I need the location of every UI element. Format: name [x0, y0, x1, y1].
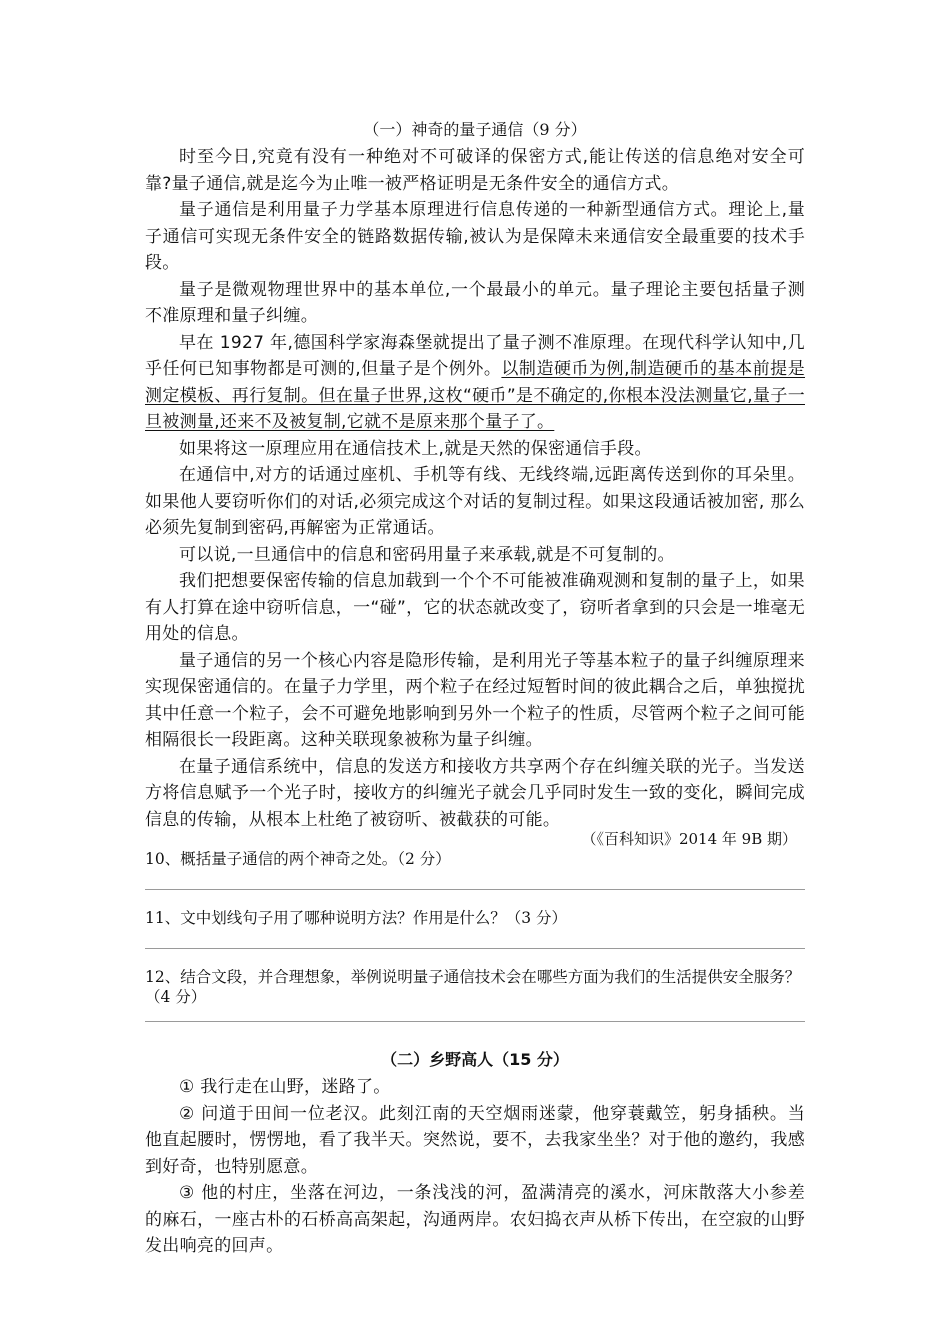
- question-12: 12、结合文段，并合理想象，举例说明量子通信技术会在哪些方面为我们的生活提供安全服务？（4 分）: [145, 968, 801, 1006]
- paragraph: 时至今日,究竟有没有一种绝对不可破译的保密方式,能让传送的信息绝对安全可靠?量子通信,就是迄今为止唯一被严格证明是无条件安全的通信方式。: [145, 147, 805, 194]
- answer-line[interactable]: [145, 1021, 805, 1022]
- section1-title: （一）神奇的量子通信（9 分）: [363, 120, 587, 139]
- paragraph: ③ 他的村庄，坐落在河边，一条浅浅的河，盈满清亮的溪水，河床散落大小参差的麻石，一座古朴的石桥高高架起，沟通两岸。农妇捣衣声从桥下传出，在空寂的山野发出响亮的回声。: [145, 1183, 805, 1256]
- section2-title: （二）乡野高人（15 分）: [381, 1050, 569, 1069]
- paragraph: 可以说,一旦通信中的信息和密码用量子来承载,就是不可复制的。: [179, 544, 675, 565]
- paragraph: 量子通信的另一个核心内容是隐形传输，是利用光子等基本粒子的量子纠缠原理来实现保密通信的。在量子力学里，两个粒子在经过短暂时间的彼此耦合之后，单独搅扰其中任意一个粒子，会不可避免地影响到另外一个粒子的性质，尽管两个粒子之间可能相隔很长一段距离。这种关联现象被称为量子纠缠。: [145, 650, 805, 750]
- paragraph: ① 我行走在山野，迷路了。: [179, 1077, 391, 1097]
- source-citation: （《百科知识》2014 年 9B 期）: [581, 830, 797, 848]
- paragraph-text: 早在 1927 年,德国科学家海森堡就提出了量子测不准原理。在现代科学认知中,几乎任何已知事物都是可测的,但量子是个例外。: [145, 332, 805, 379]
- paragraph: 如果将这一原理应用在通信技术上,就是天然的保密通信手段。: [179, 438, 652, 459]
- paragraph: ② 问道于田间一位老汉。此刻江南的天空烟雨迷蒙，他穿蓑戴笠，躬身插秧。当他直起腰时，愣愣地，看了我半天。突然说，要不，去我家坐坐？对于他的邀约，我感到好奇，也特别愿意。: [145, 1103, 805, 1177]
- paragraph: 在通信中,对方的话通过座机、手机等有线、无线终端,远距离传送到你的耳朵里。如果他人要窃听你们的对话,必须完成这个对话的复制过程。如果这段通话被加密, 那么必须先复制到密码,再解密为正常通话。: [145, 465, 805, 538]
- paragraph: 量子通信是利用量子力学基本原理进行信息传递的一种新型通信方式。理论上,量子通信可实现无条件安全的链路数据传输,被认为是保障未来通信安全最重要的技术手段。: [145, 200, 805, 273]
- paragraph: 我们把想要保密传输的信息加载到一个个不可能被准确观测和复制的量子上，如果有人打算在途中窃听信息，一“碰”，它的状态就改变了，窃听者拿到的只会是一堆毫无用处的信息。: [145, 571, 805, 644]
- question-11: 11、文中划线句子用了哪种说明方法？作用是什么？（3 分）: [145, 909, 568, 927]
- answer-line[interactable]: [145, 948, 805, 949]
- paragraph: 在量子通信系统中，信息的发送方和接收方共享两个存在纠缠关联的光子。当发送方将信息赋予一个光子时，接收方的纠缠光子就会几乎同时发生一致的变化，瞬间完成信息的传输，从根本上杜绝了被窃听、被截获的可能。: [145, 756, 805, 830]
- underlined-sentence: 以制造硬币为例,制造硬币的基本前提是测定模板、再行复制。但在量子世界,这枚“硬币”是不确定的,你根本没法测量它,量子一旦被测量,还来不及被复制,它就不是原来那个量子了。: [145, 359, 806, 432]
- answer-line[interactable]: [145, 889, 805, 890]
- document-page: [145, 118, 805, 1260]
- paragraph: 量子是微观物理世界中的基本单位,一个最最小的单元。量子理论主要包括量子测不准原理和量子纠缠。: [145, 279, 805, 326]
- question-10: 10、概括量子通信的两个神奇之处。（2 分）: [145, 850, 451, 868]
- paragraph-with-underline: [145, 330, 805, 436]
